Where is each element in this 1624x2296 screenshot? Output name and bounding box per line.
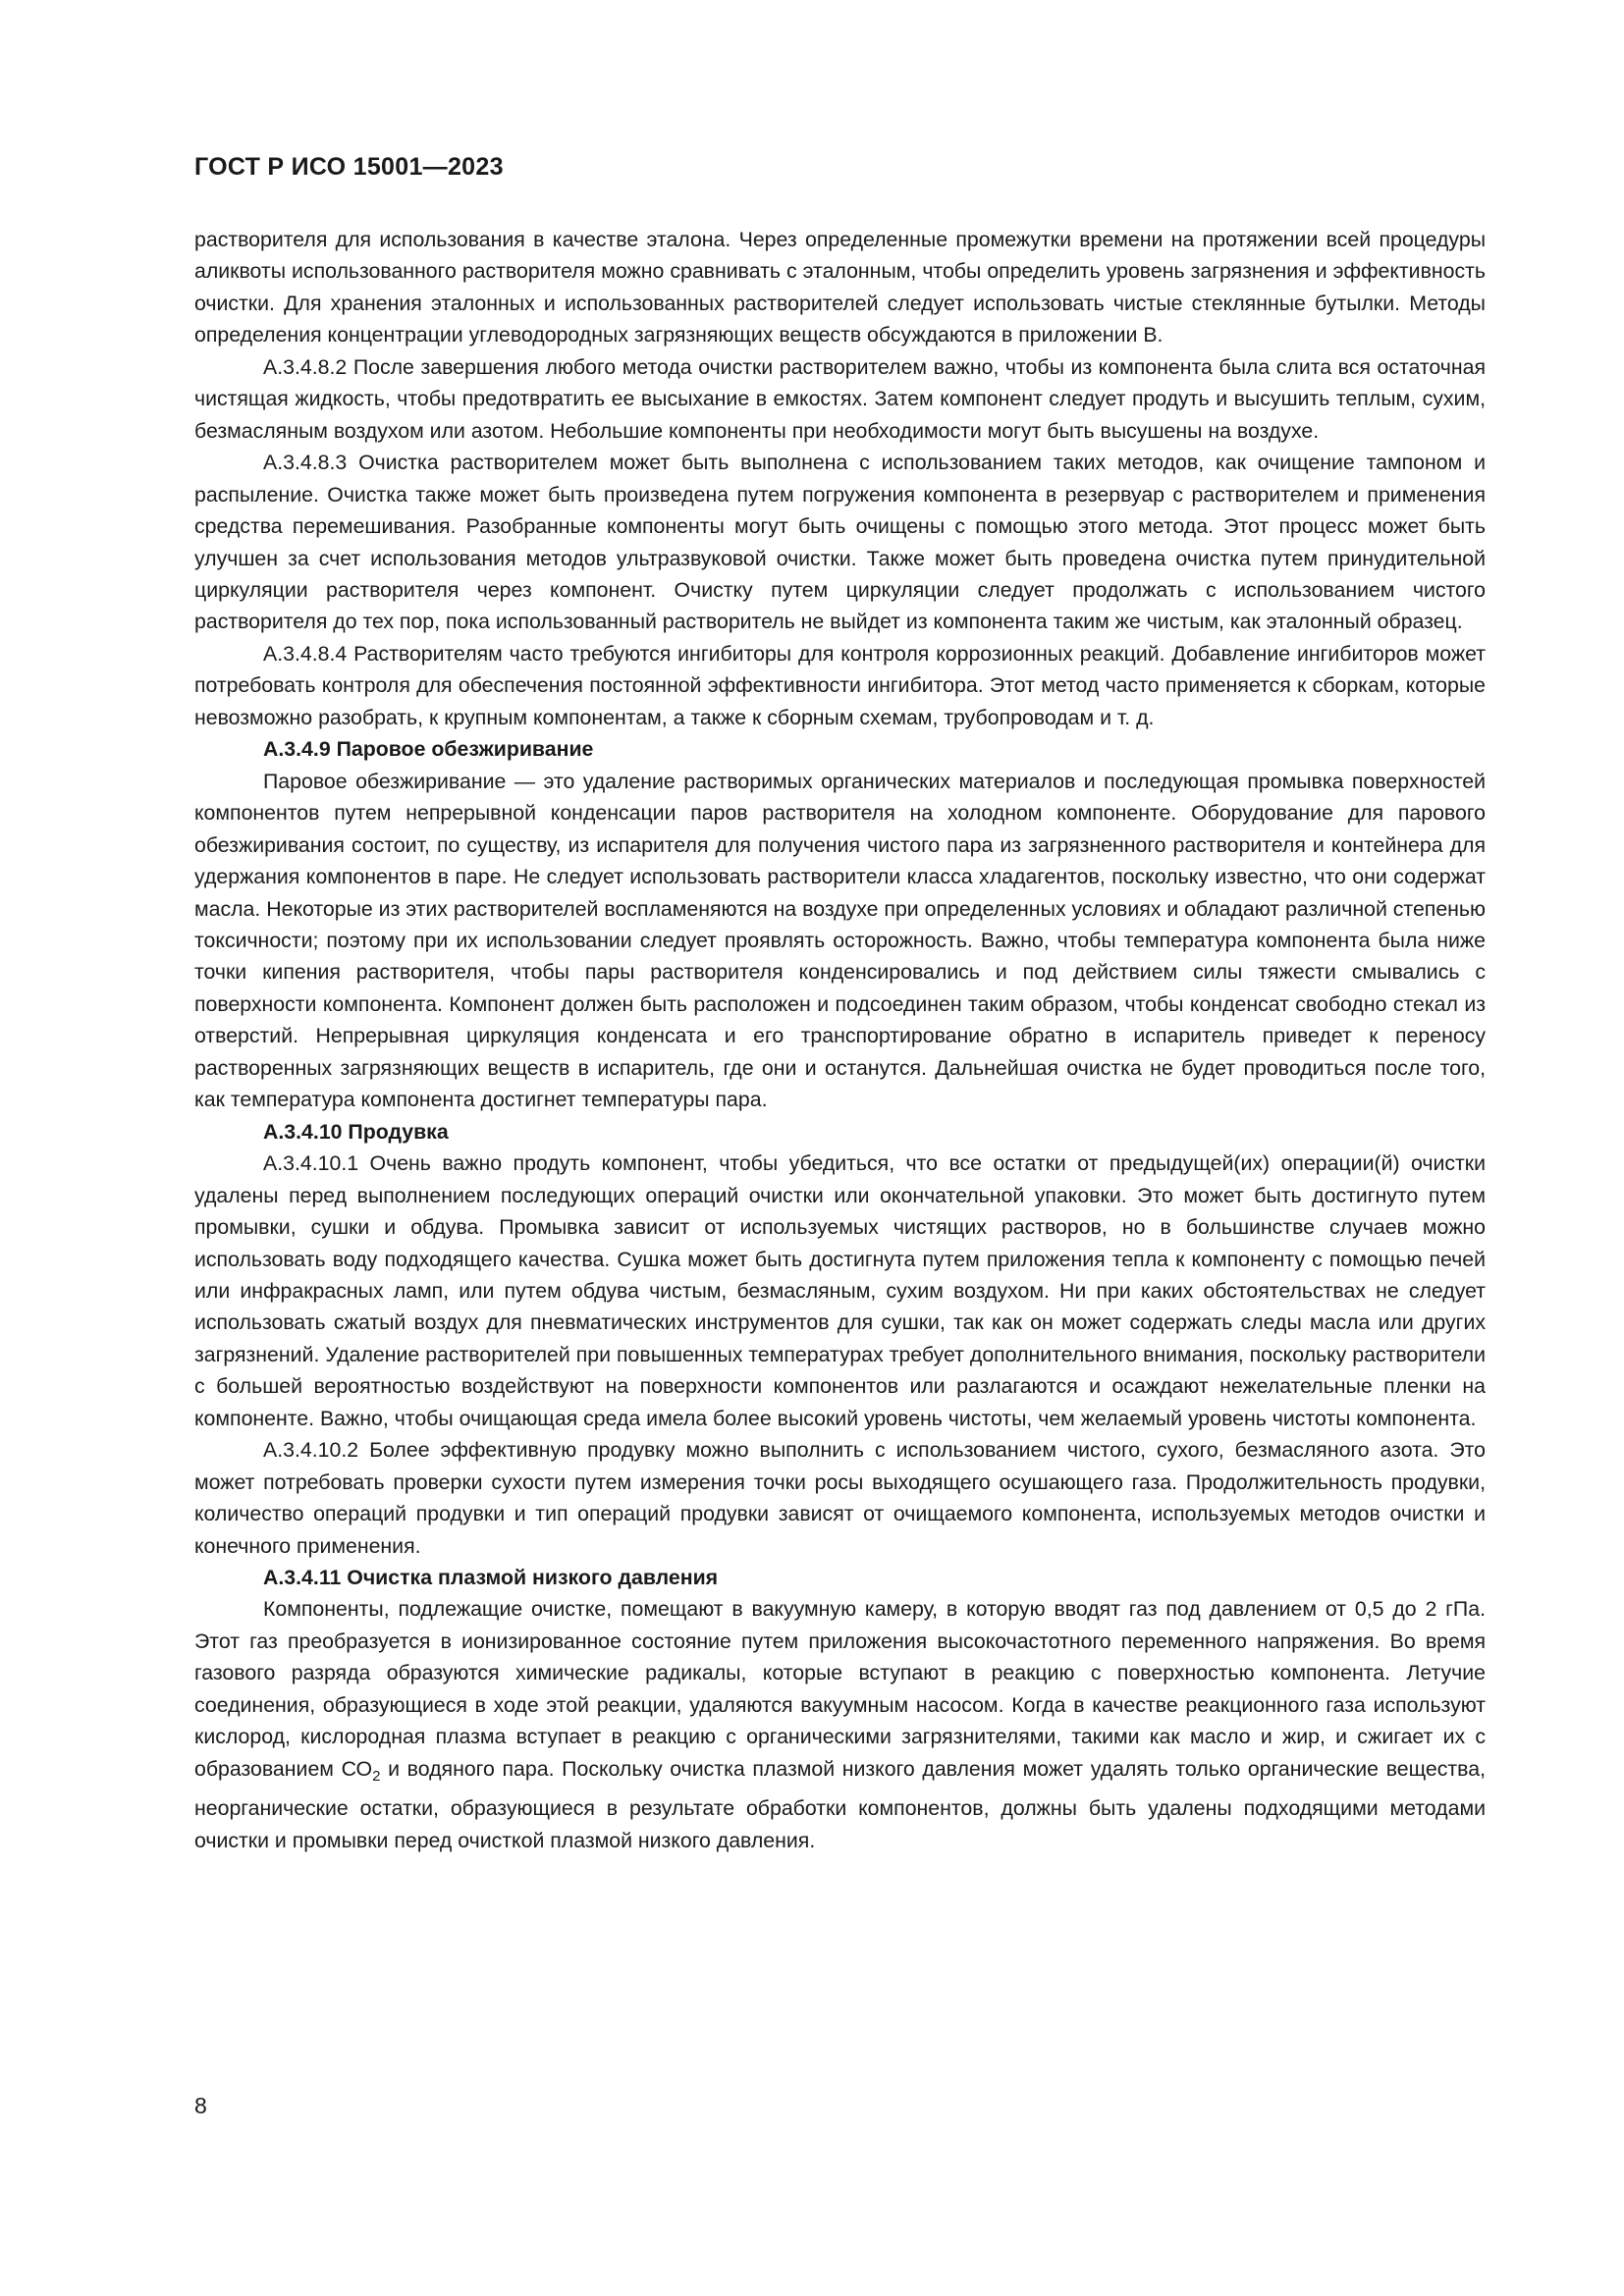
page-number: 8 [194,2093,207,2118]
section-heading: А.3.4.11 Очистка плазмой низкого давления [263,1566,719,1590]
subscript: 2 [372,1767,381,1785]
paragraph: Паровое обезжиривание — это удаление растворимых органических материалов и последующая промывка поверхностей компонентов путем непрерывной конденсации паров растворителя на холодном компоненте. Оборудование для парового обезжиривания состоит, по существу, из испарителя для получения чистого пара из загрязненного растворителя и контейнера для удержания компонентов в паре. Не следует использовать растворители класса хладагентов, поскольку известно, что они содержат масла. Некоторые из этих растворителей воспламеняются на воздухе при определенных условиях и обладают различной степенью токсичности; поэтому при их использовании следует проявлять осторожность. Важно, чтобы температура компонента была ниже точки кипения растворителя, чтобы пары растворителя конденсировались и под действием силы тяжести смывались с поверхности компонента. Компонент должен быть расположен и подсоединен таким образом, чтобы конденсат свободно стекал из отверстий. Непрерывная циркуляция конденсата и его транспортирование обратно в испаритель приведет к переносу растворенных загрязняющих веществ в испаритель, где они и останутся. Дальнейшая очистка не будет проводиться после того, как температура компонента достигнет температуры пара. [194,769,1486,1112]
paragraph: А.3.4.10.1 Очень важно продуть компонент, чтобы убедиться, что все остатки от предыдущей(их) операции(й) очистки удалены перед выполнением последующих операций очистки или окончательной упаковки. Это может быть достигнуто путем промывки, сушки и обдува. Промывка зависит от используемых чистящих растворов, но в большинстве случаев можно использовать воду подходящего качества. Сушка может быть достигнута путем приложения тепла к компоненту с помощью печей или инфракрасных ламп, или путем обдува чистым, безмасляным, сухим воздухом. Ни при каких обстоятельствах не следует использовать сжатый воздух для пневматических инструментов для сушки, так как он может содержать следы масла или других загрязнений. Удаление растворителей при повышенных температурах требует дополнительного внимания, поскольку растворители с большей вероятностью воздействуют на поверхности компонентов или разлагаются и осаждают нежелательные пленки на компоненте. Важно, чтобы очищающая среда имела более высокий уровень чистоты, чем желаемый уровень чистоты компонента. [194,1151,1486,1430]
section-heading: А.3.4.10 Продувка [263,1119,449,1144]
document-body [194,224,1486,1856]
document-header: ГОСТ Р ИСО 15001—2023 [194,153,504,181]
paragraph-text-after: и водяного пара. Поскольку очистка плазмой низкого давления может удалять только органические вещества, неорганические остатки, образующиеся в результате обработки компонентов, должны быть удалены подходящими методами очистки и промывки перед очисткой плазмой низкого давления. [194,1756,1486,1852]
section-heading: А.3.4.9 Паровое обезжиривание [263,737,594,762]
paragraph-with-subscript [194,1593,1486,1856]
paragraph: А.3.4.8.4 Растворителям часто требуются ингибиторы для контроля коррозионных реакций. Добавление ингибиторов может потребовать контроля для обеспечения постоянной эффективности ингибитора. Этот метод часто применяется к сборкам, которые невозможно разобрать, к крупным компонентам, а также к сборным схемам, трубопроводам и т. д. [194,641,1486,729]
paragraph: А.3.4.8.2 После завершения любого метода очистки растворителем важно, чтобы из компонента была слита вся остаточная чистящая жидкость, чтобы предотвратить ее высыхание в емкостях. Затем компонент следует продуть и высушить теплым, сухим, безмасляным воздухом или азотом. Небольшие компоненты при необходимости могут быть высушены на воздухе. [194,354,1486,443]
paragraph: А.3.4.10.2 Более эффективную продувку можно выполнить с использованием чистого, сухого, безмасляного азота. Это может потребовать проверки сухости путем измерения точки росы выходящего осушающего газа. Продолжительность продувки, количество операций продувки и тип операций продувки зависят от очищаемого компонента, используемых методов очистки и конечного применения. [194,1438,1486,1558]
paragraph-text-before: Компоненты, подлежащие очистке, помещают в вакуумную камеру, в которую вводят газ под давлением от 0,5 до 2 гПа. Этот газ преобразуется в ионизированное состояние путем приложения высокочастотного переменного напряжения. Во время газового разряда образуются химические радикалы, которые вступают в реакцию с поверхностью компонента. Летучие соединения, образующиеся в ходе этой реакции, удаляются вакуумным насосом. Когда в качестве реакционного газа используют кислород, кислородная плазма вступает в реакцию с органическими загрязнителями, такими как масло и жир, и сжигает их с образованием СО [194,1597,1486,1781]
paragraph: А.3.4.8.3 Очистка растворителем может быть выполнена с использованием таких методов, как очищение тампоном и распыление. Очистка также может быть произведена путем погружения компонента в резервуар с растворителем и применения средства перемешивания. Разобранные компоненты могут быть очищены с помощью этого метода. Этот процесс может быть улучшен за счет использования методов ультразвуковой очистки. Также может быть проведена очистка путем принудительной циркуляции растворителя через компонент. Очистку путем циркуляции следует продолжать с использованием чистого растворителя до тех пор, пока использованный растворитель не выйдет из компонента таким же чистым, как эталонный образец. [194,451,1486,634]
paragraph: растворителя для использования в качестве эталона. Через определенные промежутки времени на протяжении всей процедуры аликвоты использованного растворителя можно сравнивать с эталонным, чтобы определить уровень загрязнения и эффективность очистки. Для хранения эталонных и использованных растворителей следует использовать чистые стеклянные бутылки. Методы определения концентрации углеводородных загрязняющих веществ обсуждаются в приложении В. [194,228,1486,347]
